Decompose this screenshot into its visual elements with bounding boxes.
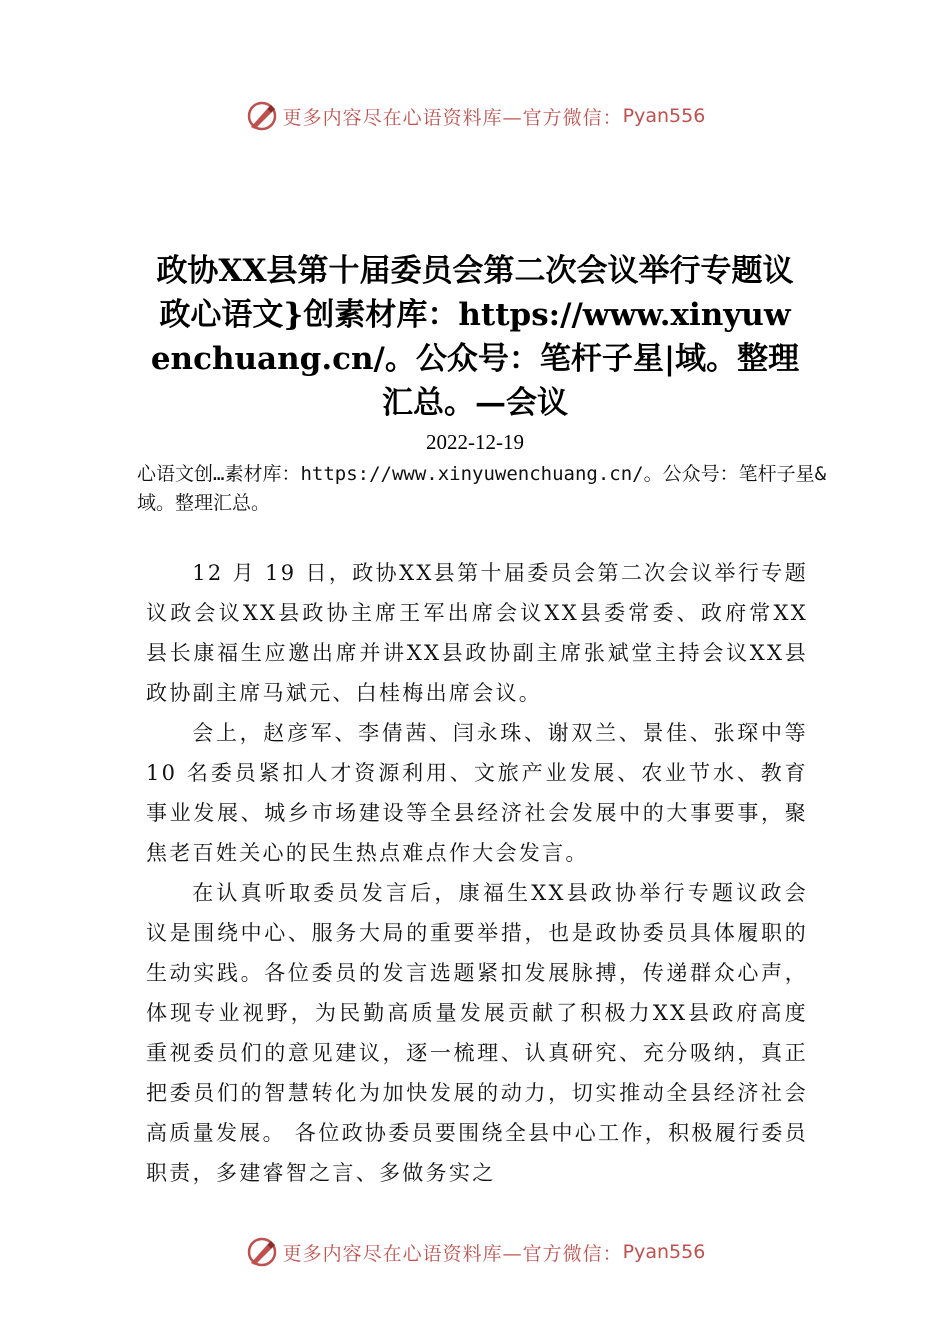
footer-banner: [0, 1232, 950, 1272]
paragraph: 在认真听取委员发言后，康福生XX县政协举行专题议政会议是围绕中心、服务大局的重要举措，也是政协委员具体履职的生动实践。各位委员的发言选题紧扣发展脉搏，传递群众心声，体现专业视野，为民勤高质量发展贡献了积极力XX县政府高度重视委员们的意见建议，逐一梳理、认真研究、充分吸纳，真正把委员们的智慧转化为加快发展的动力，切实推动全县经济社会高质量发展。 各位政协委员要围绕全县中心工作，积极履行委员职责，多建睿智之言、多做务实之: [146, 881, 808, 1185]
banner-text: 更多内容尽在心语资料库—官方微信：: [282, 106, 623, 129]
banner-wechat-id: Pyan556: [622, 105, 706, 127]
paragraph: 会上，赵彦军、李倩茜、闫永珠、谢双兰、景佳、张琛中等 10 名委员紧扣人才资源利用、文旅产业发展、农业节水、教育事业发展、城乡市场建设等全县经济社会发展中的大事要事，聚焦老百姓关心的民生热点难点作大会发言。: [146, 721, 808, 865]
banner-text: 更多内容尽在心语资料库—官方微信：: [282, 1242, 623, 1265]
source-line: 心语文创…素材库：https://www.xinyuwenchuang.cn/。公众号：笔杆子星&域。整理汇总。: [137, 463, 827, 514]
document-title: 政协XX县第十届委员会第二次会议举行专题议政心语文}创素材库：https://www.xinyuwenchuang.cn/。公众号：笔杆子星|域。整理汇总。—会议: [150, 253, 800, 421]
header-banner: [0, 96, 950, 136]
document-date: 2022-12-19: [426, 430, 524, 454]
pen-logo-icon: [245, 99, 279, 133]
banner-wechat-id: Pyan556: [622, 1241, 706, 1263]
document-body: [146, 553, 808, 1193]
pen-logo-icon: [245, 1235, 279, 1269]
paragraph: 12 月 19 日，政协XX县第十届委员会第二次会议举行专题议政会议XX县政协主席王军出席会议XX县委常委、政府常XX县长康福生应邀出席并讲XX县政协副主席张斌堂主持会议XX县政协副主席马斌元、白桂梅出席会议。: [146, 561, 808, 705]
